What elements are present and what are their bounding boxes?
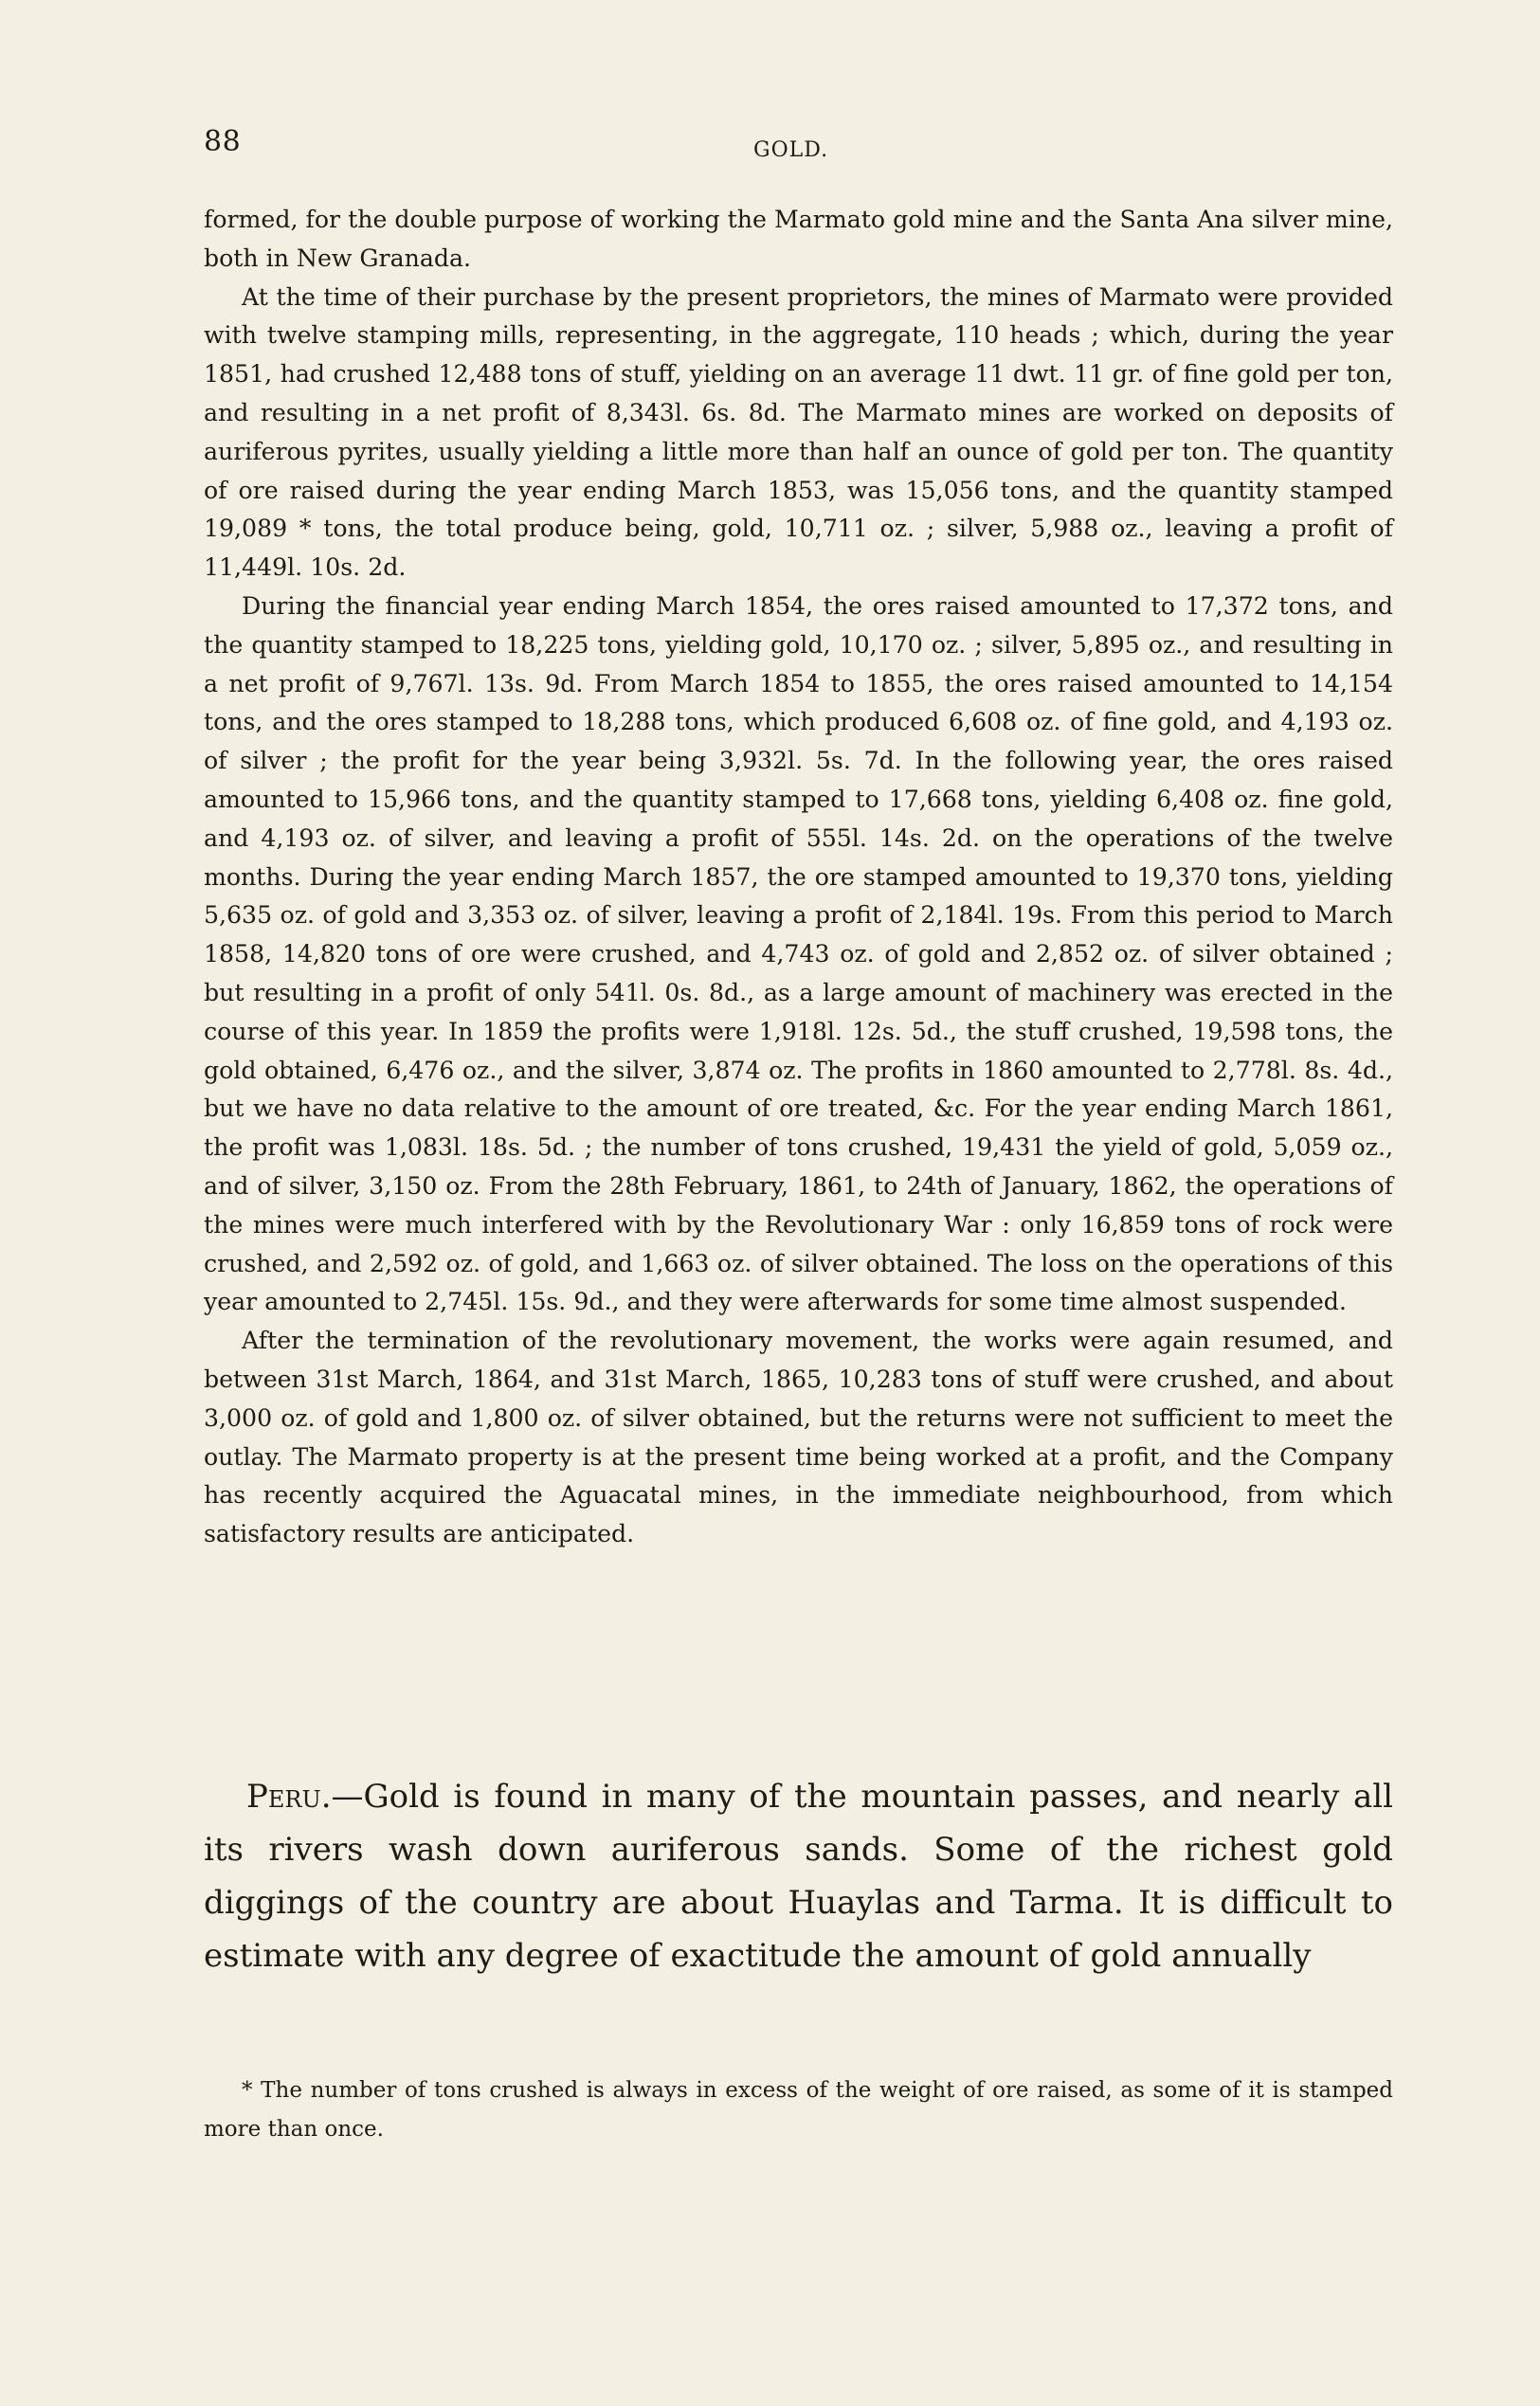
paragraph-1: formed, for the double purpose of working the Marmato gold mine and the Santa Ana silver mine, both in New Granada. — [204, 206, 1393, 272]
main-text — [204, 201, 1393, 1554]
running-head: GOLD. — [753, 138, 829, 162]
paragraph-2: At the time of their purchase by the present proprietors, the mines of Marmato were provided with twelve stamping mills, representing, in the aggregate, 110 heads ; which, during the year 1851, had crushed 12,488 tons of stuff, yielding on an average 11 dwt. 11 gr. of fine gold per ton, and resulting in a net profit of 8,343l. 6s. 8d. The Marmato mines are worked on deposits of auriferous pyrites, usually yielding a little more than half an ounce of gold per ton. The quantity of ore raised during the year ending March 1853, was 15,056 tons, and the quantity stamped 19,089 * tons, the total produce being, gold, 10,711 oz. ; silver, 5,988 oz., leaving a profit of 11,449l. 10s. 2d. — [204, 282, 1393, 582]
paragraph-4: After the termination of the revolutionary movement, the works were again resumed, and between 31st March, 1864, and 31st March, 1865, 10,283 tons of stuff were crushed, and about 3,000 oz. of gold and 1,800 oz. of silver obtained, but the returns were not sufficient to meet the outlay. The Marmato property is at the present time being worked at a profit, and the Company has recently acquired the Aguacatal mines, in the immediate neighbourhood, from which satisfactory results are anticipated. — [204, 1327, 1393, 1548]
peru-section — [204, 1770, 1393, 1982]
page-number: 88 — [204, 125, 242, 158]
footnote-section — [204, 2071, 1393, 2149]
paragraph-3: During the financial year ending March 1854, the ores raised amounted to 17,372 tons, and the quantity stamped to 18,225 tons, yielding gold, 10,170 oz. ; silver, 5,895 oz., and resulting in a net profit of 9,767l. 13s. 9d. From March 1854 to 1855, the ores raised amounted to 14,154 tons, and the ores stamped to 18,288 tons, which produced 6,608 oz. of fine gold, and 4,193 oz. of silver ; the profit for the year being 3,932l. 5s. 7d. In the following year, the ores raised amounted to 15,966 tons, and the quantity stamped to 17,668 tons, yielding 6,408 oz. fine gold, and 4,193 oz. of silver, and leaving a profit of 555l. 14s. 2d. on the operations of the twelve months. During the year ending March 1857, the ore stamped amounted to 19,370 tons, yielding 5,635 oz. of gold and 3,353 oz. of silver, leaving a profit of 2,184l. 19s. From this period to March 1858, 14,820 tons of ore were crushed, and 4,743 oz. of gold and 2,852 oz. of silver obtained ; but resulting in a profit of only 541l. 0s. 8d., as a large amount of machinery was erected in the course of this year. In 1859 the profits were 1,918l. 12s. 5d., the stuff crushed, 19,598 tons, the gold obtained, 6,476 oz., and the silver, 3,874 oz. The profits in 1860 amounted to 2,778l. 8s. 4d., but we have no data relative to the amount of ore treated, &c. For the year ending March 1861, the profit was 1,083l. 18s. 5d. ; the number of tons crushed, 19,431 the yield of gold, 5,059 oz., and of silver, 3,150 oz. From the 28th February, 1861, to 24th of January, 1862, the operations of the mines were much interfered with by the Revolutionary War : only 16,859 tons of rock were crushed, and 2,592 oz. of gold, and 1,663 oz. of silver obtained. The loss on the operations of this year amounted to 2,745l. 15s. 9d., and they were afterwards for some time almost suspended. — [204, 591, 1393, 1316]
peru-text: —Gold is found in many of the mountain passes, and nearly all its rivers wash down auriferous sands. Some of the richest gold diggings of the country are about Huaylas and Tarma. It is difficult to estimate with any degree of exactitude the amount of gold annually — [204, 1778, 1393, 1975]
peru-paragraph — [204, 1770, 1393, 1982]
peru-heading: Peru. — [246, 1778, 332, 1816]
footnote: * The number of tons crushed is always in excess of the weight of ore raised, as some of it is stamped more than once. — [204, 2078, 1393, 2142]
page-header — [204, 125, 1393, 182]
